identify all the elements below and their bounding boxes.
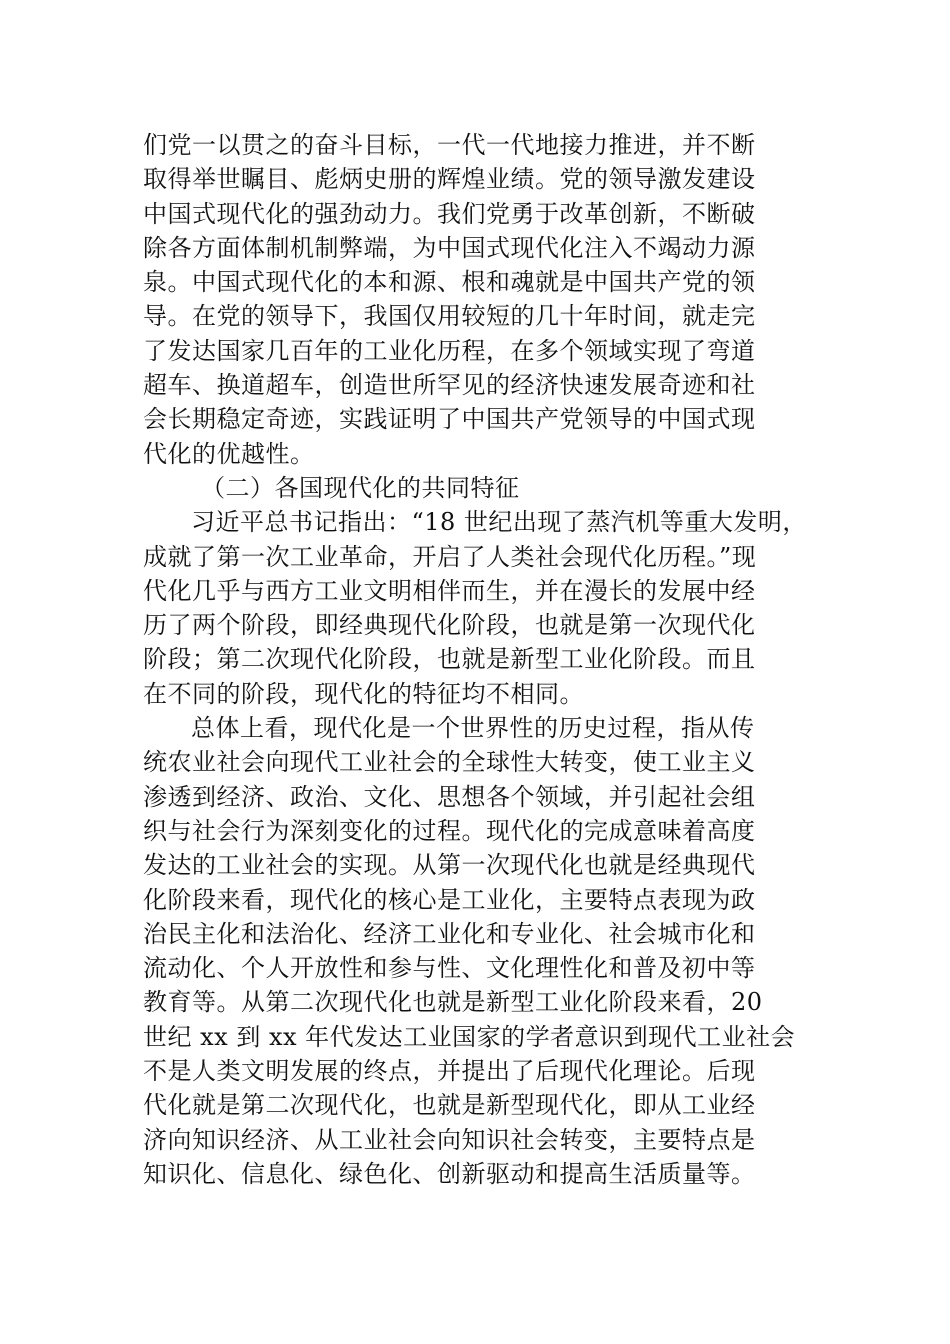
text-line: 不是人类文明发展的终点，并提出了后现代化理论。后现 xyxy=(143,1057,756,1086)
text-line: 超车、换道超车，创造世所罕见的经济快速发展奇迹和社 xyxy=(143,371,756,400)
text-line: 济向知识经济、从工业社会向知识社会转变，主要特点是 xyxy=(143,1125,756,1154)
text-line: 流动化、个人开放性和参与性、文化理性化和普及初中等 xyxy=(143,954,756,983)
text-line: 习近平总书记指出：“18 世纪出现了蒸汽机等重大发明， xyxy=(191,508,807,537)
paragraph-body-1 xyxy=(143,128,813,471)
text-line: 发达的工业社会的实现。从第一次现代化也就是经典现代 xyxy=(143,851,756,880)
text-line: 历了两个阶段，即经典现代化阶段，也就是第一次现代化 xyxy=(143,611,756,640)
text-line: 在不同的阶段，现代化的特征均不相同。 xyxy=(143,679,584,708)
text-line: 世纪 xx 到 xx 年代发达工业国家的学者意识到现代工业社会 xyxy=(143,1022,796,1051)
text-line: 泉。中国式现代化的本和源、根和魂就是中国共产党的领 xyxy=(143,268,756,297)
paragraph-body-3 xyxy=(143,711,813,1191)
text-line: 织与社会行为深刻变化的过程。现代化的完成意味着高度 xyxy=(143,816,756,845)
text-line: 化阶段来看，现代化的核心是工业化，主要特点表现为政 xyxy=(143,885,756,914)
text-line: 代化的优越性。 xyxy=(143,439,315,468)
document-body xyxy=(143,128,813,1191)
text-line: 渗透到经济、政治、文化、思想各个领域，并引起社会组 xyxy=(143,782,756,811)
text-line: 中国式现代化的强劲动力。我们党勇于改革创新，不断破 xyxy=(143,199,756,228)
text-line: 会长期稳定奇迹，实践证明了中国共产党领导的中国式现 xyxy=(143,405,756,434)
paragraph-body-2 xyxy=(143,505,813,711)
text-line: 统农业社会向现代工业社会的全球性大转变，使工业主义 xyxy=(143,748,756,777)
text-line: 代化几乎与西方工业文明相伴而生，并在漫长的发展中经 xyxy=(143,576,756,605)
text-line: 教育等。从第二次现代化也就是新型工业化阶段来看，20 xyxy=(143,988,763,1017)
text-line: 除各方面体制机制弊端，为中国式现代化注入不竭动力源 xyxy=(143,233,756,262)
text-line: 知识化、信息化、绿色化、创新驱动和提高生活质量等。 xyxy=(143,1159,756,1188)
text-line: 阶段；第二次现代化阶段，也就是新型工业化阶段。而且 xyxy=(143,645,756,674)
text-line: 代化就是第二次现代化，也就是新型现代化，即从工业经 xyxy=(143,1091,756,1120)
text-line: 取得举世瞩目、彪炳史册的辉煌业绩。党的领导激发建设 xyxy=(143,165,756,194)
text-line: 总体上看，现代化是一个世界性的历史过程，指从传 xyxy=(191,714,755,743)
text-line: 了发达国家几百年的工业化历程，在多个领域实现了弯道 xyxy=(143,336,756,365)
text-line: 治民主化和法治化、经济工业化和专业化、社会城市化和 xyxy=(143,919,756,948)
section-heading-text: （二）各国现代化的共同特征 xyxy=(201,473,520,502)
text-line: 们党一以贯之的奋斗目标，一代一代地接力推进，并不断 xyxy=(143,131,756,159)
text-line: 成就了第一次工业革命，开启了人类社会现代化历程。”现 xyxy=(143,542,757,571)
section-heading xyxy=(143,471,813,505)
text-line: 导。在党的领导下，我国仅用较短的几十年时间，就走完 xyxy=(143,302,756,331)
